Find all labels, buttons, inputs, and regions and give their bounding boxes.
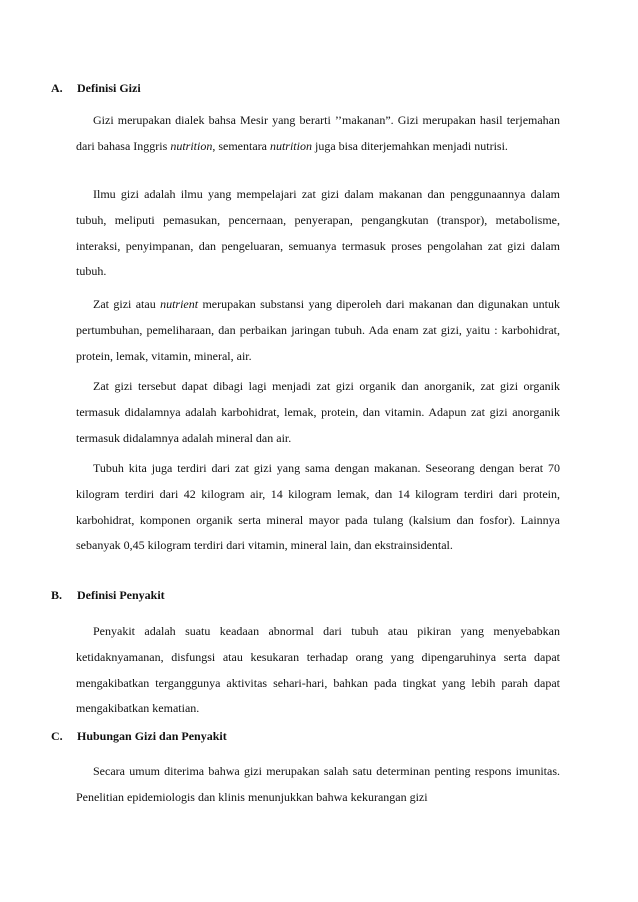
text-run: , sementara [212, 138, 270, 153]
section-heading-b [51, 583, 165, 609]
italic-term: nutrient [160, 297, 199, 311]
paragraph: Penyakit adalah suatu keadaan abnormal dari tubuh atau pikiran yang menyebabkan ketidaknyamanan, disfungsi atau kesukaran terhadap orang yang dipengaruhinya serta dapat mengakibatkan terganggunya aktivitas sehari-hari, bahkan pada tingkat yang lebih parah dapat mengakibatkan kematian. [76, 624, 560, 716]
text-run: juga bisa diterjemahkan menjadi nutrisi. [311, 138, 508, 153]
paragraph [76, 292, 560, 369]
section-heading-a [51, 76, 141, 102]
paragraph: Zat gizi tersebut dapat dibagi lagi menjadi zat gizi organik dan anorganik, zat gizi organik termasuk didalamnya adalah karbohidrat, lemak, protein, dan vitamin. Adapun zat gizi anorganik termasuk didalamnya adalah mineral dan air. [76, 379, 560, 445]
italic-term: nutrition [170, 138, 213, 153]
paragraph [76, 108, 560, 160]
paragraph: Tubuh kita juga terdiri dari zat gizi yang sama dengan makanan. Seseorang dengan berat 70 kilogram terdiri dari 42 kilogram air, 14 kilogram lemak, dan 14 kilogram terdiri dari protein, karbohidrat, komponen organik serta mineral mayor pada tulang (kalsium dan fosfor). Lainnya sebanyak 0,45 kilogram terdiri dari vitamin, mineral lain, dan ekstrainsidental. [76, 461, 560, 553]
text-run: merupakan substansi yang diperoleh dari makanan dan digunakan untuk pertumbuhan, pemeliharaan, dan perbaikan jaringan tubuh. Ada enam zat gizi, yaitu : karbohidrat, protein, lemak, vitamin, mineral, air. [76, 297, 560, 363]
section-title: Definisi Penyakit [77, 588, 165, 602]
paragraph: Ilmu gizi adalah ilmu yang mempelajari zat gizi dalam makanan dan penggunaannya dalam tubuh, meliputi pemasukan, pencernaan, penyerapan, pengangkutan (transpor), metabolisme, interaksi, penyimpanan, dan pengeluaran, semuanya termasuk proses pengolahan zat gizi dalam tubuh. [76, 187, 560, 279]
section-heading-c [51, 724, 227, 750]
section-title: Definisi Gizi [77, 81, 141, 95]
section-number: A. [51, 81, 63, 95]
text-run: Gizi merupakan dialek bahsa Mesir yang berarti ’’makanan”. Gizi merupakan hasil terjemahan dari bahasa Inggris [76, 113, 560, 153]
italic-term: nutrition [269, 138, 312, 153]
text-run: Zat gizi atau [93, 297, 161, 311]
section-number: B. [51, 588, 63, 602]
section-title: Hubungan Gizi dan Penyakit [77, 729, 227, 743]
section-number: C. [51, 729, 63, 743]
paragraph: Secara umum diterima bahwa gizi merupakan salah satu determinan penting respons imunitas. Penelitian epidemiologis dan klinis menunjukkan bahwa kekurangan gizi [76, 764, 560, 804]
